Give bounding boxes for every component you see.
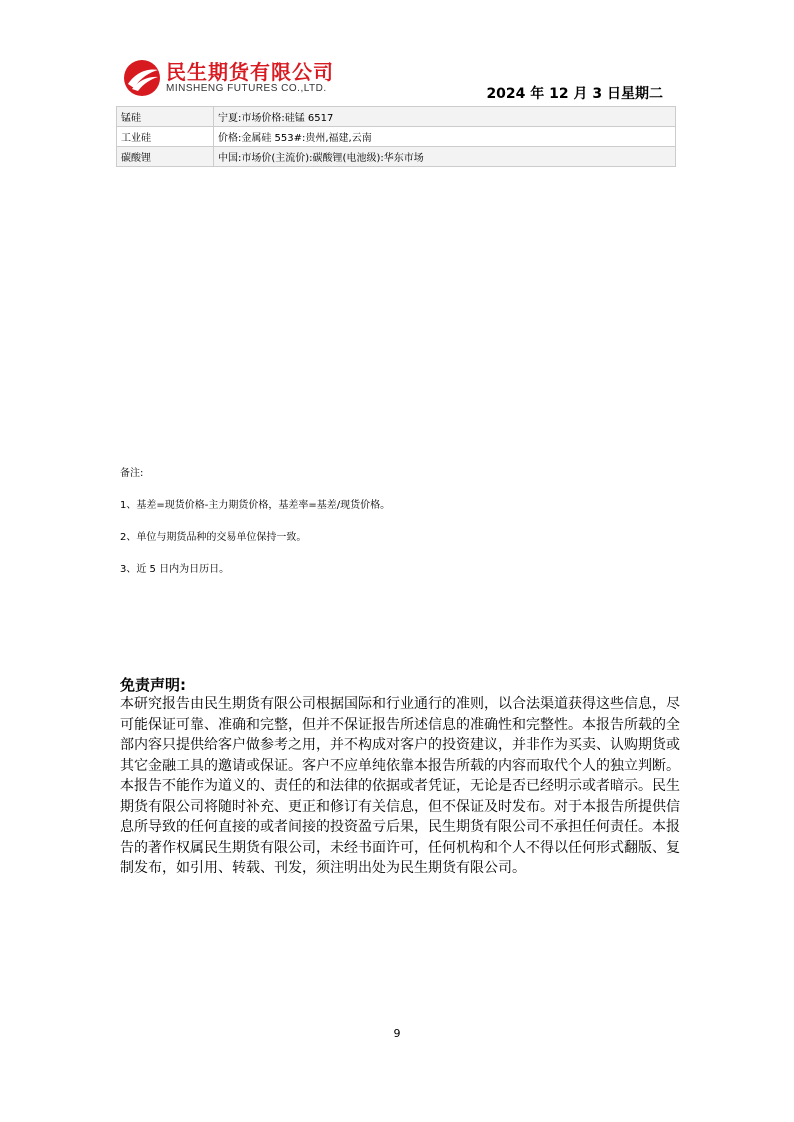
table-cell-name: 碳酸锂	[117, 147, 214, 167]
notes-title: 备注:	[120, 468, 144, 479]
table-cell-desc: 中国:市场价(主流价):碳酸锂(电池级):华东市场	[214, 147, 676, 167]
disclaimer-title: 免责声明:	[120, 676, 186, 694]
table-row	[117, 147, 676, 167]
note-item: 2、单位与期货品种的交易单位保持一致。	[120, 532, 307, 543]
disclaimer-body: 本研究报告由民生期货有限公司根据国际和行业通行的准则，以合法渠道获得这些信息，尽可能保证可靠、准确和完整，但并不保证报告所述信息的准确性和完整性。本报告所载的全部内容只提供给客户做参考之用，并不构成对客户的投资建议，并非作为买卖、认购期货或其它金融工具的邀请或保证。客户不应单纯依靠本报告所载的内容而取代个人的独立判断。本报告不能作为道义的、责任的和法律的依据或者凭证，无论是否已经明示或者暗示。民生期货有限公司将随时补充、更正和修订有关信息，但不保证及时发布。对于本报告所提供信息所导致的任何直接的或者间接的投资盈亏后果，民生期货有限公司不承担任何责任。本报告的著作权属民生期货有限公司，未经书面许可，任何机构和个人不得以任何形式翻版、复制发布，如引用、转载、刊发，须注明出处为民生期货有限公司。	[120, 696, 680, 876]
company-logo	[122, 56, 362, 100]
page-number: 9	[393, 1027, 401, 1040]
note-item: 1、基差=现货价格-主力期货价格，基差率=基差/现货价格。	[120, 500, 391, 511]
table-row	[117, 127, 676, 147]
table-cell-desc: 价格:金属硅 553#:贵州,福建,云南	[214, 127, 676, 147]
table-cell-name: 工业硅	[117, 127, 214, 147]
report-date: 2024 年 12 月 3 日星期二	[486, 86, 663, 102]
company-name-en: MINSHENG FUTURES CO.,LTD.	[166, 83, 327, 94]
table-row	[117, 107, 676, 127]
table-cell-name: 锰硅	[117, 107, 214, 127]
table-cell-desc: 宁夏:市场价格:硅锰 6517	[214, 107, 676, 127]
minsheng-logo-icon	[122, 58, 162, 98]
note-item: 3、近 5 日内为日历日。	[120, 564, 230, 575]
notes-section	[120, 467, 390, 595]
company-name-cn: 民生期货有限公司	[166, 60, 334, 84]
data-source-table	[116, 106, 676, 167]
